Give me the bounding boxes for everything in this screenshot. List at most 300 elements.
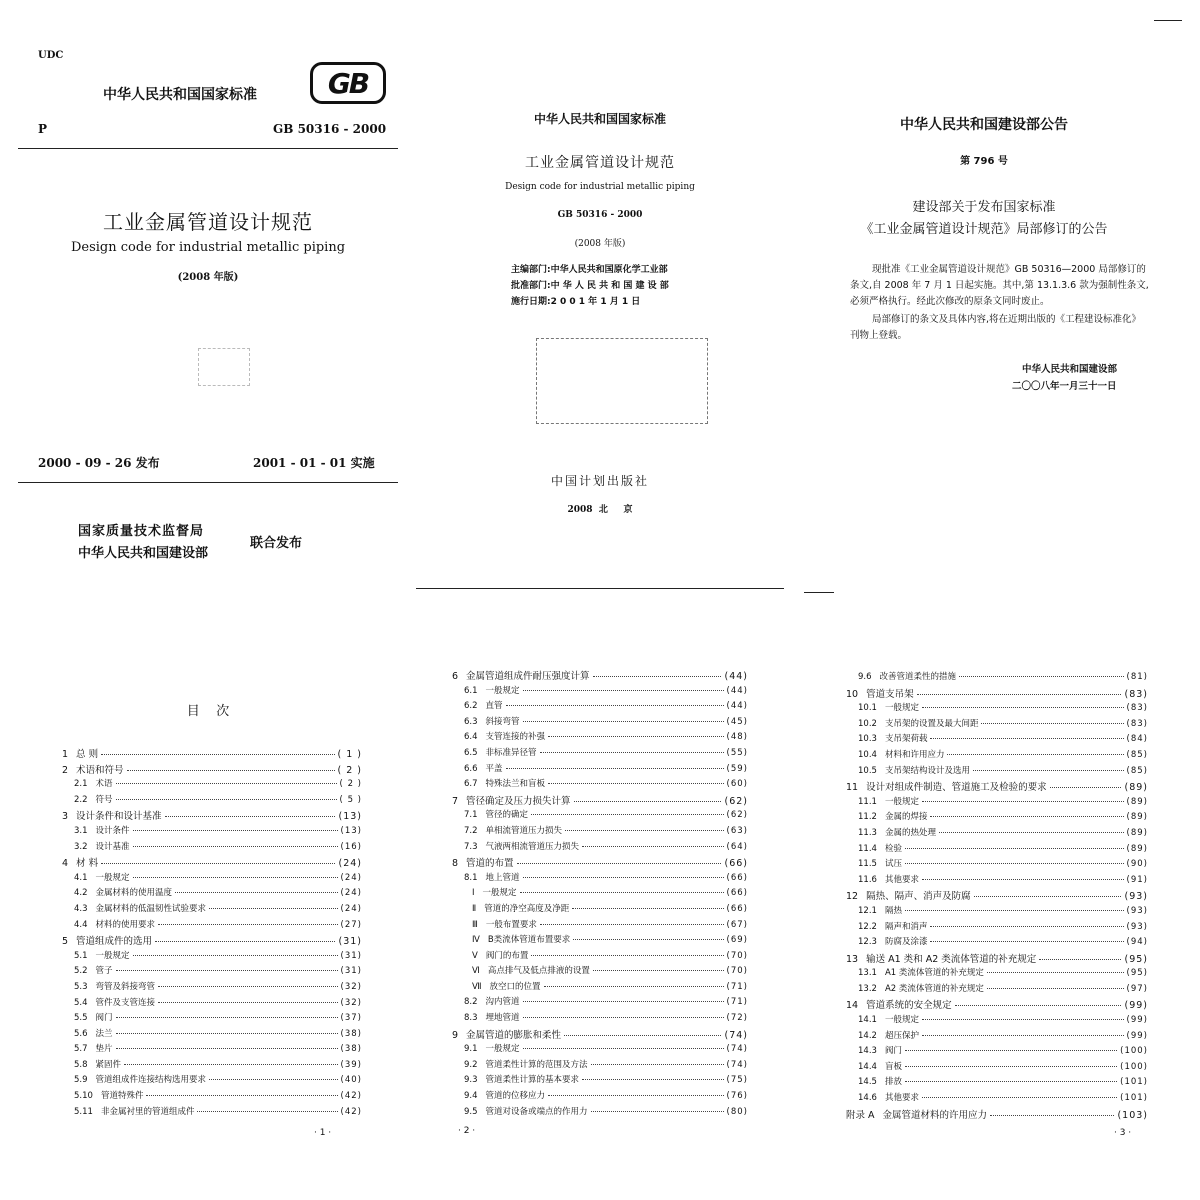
toc-row	[452, 995, 748, 1011]
toc-leader-dots	[548, 736, 724, 737]
cover-page	[18, 18, 398, 598]
toc-leader-dots	[133, 955, 338, 956]
joint-issue-label: 联合发布	[250, 536, 303, 551]
toc-row	[452, 824, 748, 840]
toc-page-1	[18, 618, 398, 1178]
toc-leader-dots	[574, 801, 722, 802]
toc-entry-number: 2	[62, 764, 69, 776]
toc-page-2	[416, 618, 784, 1178]
toc-leader-dots	[573, 939, 723, 940]
toc-heading: 目 次	[186, 704, 230, 719]
toc-entry-title: 管道特殊件	[100, 1091, 144, 1102]
toc-row	[62, 746, 362, 762]
toc-entry-title: 防腐及涂漆	[884, 937, 928, 948]
toc-entry-number: 10.2	[858, 718, 877, 729]
announcement-page	[804, 18, 1182, 598]
tp-pub-year: 2008 北 京	[567, 505, 633, 515]
toc-entry-number: 5.9	[74, 1075, 88, 1086]
toc-entry-title: 管径的确定	[485, 810, 529, 821]
toc-entry-number: 9.2	[464, 1059, 478, 1070]
toc-row	[846, 888, 1148, 904]
toc-entry-title: 管径确定及压力损失计算	[466, 795, 571, 807]
toc-row	[452, 777, 748, 793]
toc-entry-page: (31)	[338, 936, 362, 948]
page-number-3: · 3 ·	[1114, 1128, 1132, 1138]
toc-entry-number: 4.1	[74, 872, 88, 883]
ann-subject-1: 建设部关于发布国家标准	[912, 200, 1056, 215]
toc-leader-dots	[523, 1048, 724, 1049]
toc-leader-dots	[133, 877, 338, 878]
toc-leader-dots	[922, 707, 1124, 708]
toc-entry-title: 金属管道材料的许用应力	[882, 1109, 988, 1121]
toc-entry-title: 斜接弯管	[485, 716, 520, 727]
toc-entry-page: (55)	[726, 747, 748, 758]
toc-row	[846, 1075, 1148, 1091]
title-cn: 工业金属管道设计规范	[103, 210, 313, 234]
toc-leader-dots	[591, 1111, 724, 1112]
gb-logo: GB	[310, 62, 386, 104]
toc-leader-dots	[582, 846, 724, 847]
toc-leader-dots	[523, 877, 724, 878]
toc-entry-page: (31)	[340, 966, 362, 977]
toc-entry-title: 其他要求	[884, 874, 919, 885]
toc-leader-dots	[905, 863, 1124, 864]
toc-leader-dots	[947, 754, 1123, 755]
toc-entry-number: 2.1	[74, 779, 88, 790]
toc-entry-number: 5.10	[74, 1091, 93, 1102]
toc-row	[62, 777, 362, 793]
toc-leader-dots	[905, 1081, 1117, 1082]
toc-entry-title: 非标准异径管	[485, 747, 537, 758]
toc-row	[62, 840, 362, 856]
toc-list-3	[846, 670, 1148, 1122]
toc-entry-title: 材料的使用要求	[95, 919, 156, 930]
toc-entry-page: (71)	[726, 981, 748, 992]
tp-edition: (2008 年版)	[574, 239, 626, 249]
toc-entry-number: 13.1	[858, 968, 877, 979]
toc-row	[62, 980, 362, 996]
toc-entry-page: (48)	[726, 732, 748, 743]
toc-entry-title: 管子	[95, 966, 113, 977]
toc-entry-title: 特殊法兰和盲板	[485, 779, 546, 790]
toc-leader-dots	[564, 1035, 721, 1036]
toc-entry-title: 一般规定	[884, 1015, 919, 1026]
toc-leader-dots	[544, 986, 724, 987]
toc-entry-page: (44)	[726, 701, 748, 712]
toc-leader-dots	[591, 1064, 724, 1065]
toc-entry-page: (100)	[1120, 1046, 1148, 1057]
toc-row	[62, 949, 362, 965]
toc-row	[846, 951, 1148, 967]
toc-entry-number: 14.5	[858, 1077, 877, 1088]
toc-entry-page: (85)	[1126, 749, 1148, 760]
toc-entry-title: 检验	[884, 843, 902, 854]
toc-leader-dots	[158, 1002, 338, 1003]
toc-entry-number: 1	[62, 749, 69, 760]
toc-entry-number: 9.5	[464, 1106, 478, 1117]
toc-entry-number: 6.6	[464, 763, 478, 774]
toc-entry-number: 3.2	[74, 841, 88, 852]
toc-entry-title: 垫片	[95, 1044, 113, 1055]
effective-date: 2001 - 01 - 01 实施	[253, 456, 375, 470]
toc-entry-title: 隔热	[884, 905, 902, 916]
toc-entry-number: 5.8	[74, 1059, 88, 1070]
toc-entry-page: (40)	[340, 1075, 362, 1086]
toc-entry-number: 14	[846, 1000, 859, 1012]
toc-entry-page: (81)	[1126, 672, 1148, 682]
toc-leader-dots	[974, 896, 1122, 897]
toc-row	[452, 1058, 748, 1074]
toc-entry-title: 盲板	[884, 1061, 902, 1072]
toc-leader-dots	[922, 1097, 1117, 1098]
toc-entry-title: 单相流管道压力损失	[485, 825, 563, 836]
toc-row	[846, 904, 1148, 920]
toc-entry-number: Ⅰ	[472, 888, 475, 899]
toc-entry-page: (42)	[340, 1091, 362, 1102]
toc-entry-page: ( 1 )	[337, 749, 362, 760]
toc-entry-title: 总 则	[76, 749, 99, 760]
toc-leader-dots	[158, 924, 338, 925]
toc-entry-title: 金属的焊接	[884, 812, 928, 823]
toc-entry-number: 14.2	[858, 1030, 877, 1041]
toc-leader-dots	[209, 908, 338, 909]
toc-entry-title: 管道的净空高度及净距	[484, 903, 570, 914]
toc-row	[62, 1073, 362, 1089]
toc-entry-number: 9.4	[464, 1091, 478, 1102]
toc-entry-number: 8.2	[464, 997, 478, 1008]
toc-leader-dots	[930, 738, 1123, 739]
toc-entry-number: 4.4	[74, 919, 88, 930]
tp-title-en: Design code for industrial metallic piping	[505, 182, 695, 192]
toc-entry-number: 7.2	[464, 825, 478, 836]
toc-leader-dots	[531, 814, 724, 815]
toc-entry-title: 金属管道的膨胀和柔性	[466, 1029, 562, 1041]
toc-entry-page: (99)	[1126, 1015, 1148, 1026]
toc-row	[62, 793, 362, 809]
toc-entry-number: 5.11	[74, 1106, 93, 1117]
toc-entry-title: 一般规定	[95, 950, 130, 961]
toc-row	[846, 982, 1148, 998]
toc-entry-page: (89)	[1126, 812, 1148, 823]
bottom-rule	[18, 482, 398, 483]
toc-leader-dots	[197, 1111, 337, 1112]
toc-leader-dots	[116, 1017, 338, 1018]
toc-row	[452, 715, 748, 731]
toc-leader-dots	[523, 690, 724, 691]
toc-row	[846, 997, 1148, 1013]
toc-page-3	[804, 618, 1182, 1178]
toc-entry-page: ( 2 )	[339, 779, 362, 790]
ann-signer: 中华人民共和国建设部	[1022, 364, 1118, 375]
toc-entry-title: 一般规定	[482, 888, 517, 899]
toc-entry-number: 5	[62, 936, 69, 948]
toc-entry-page: (63)	[726, 825, 748, 836]
toc-entry-number: 5.3	[74, 981, 88, 992]
toc-entry-page: (99)	[1126, 1030, 1148, 1041]
toc-entry-title: 平盖	[485, 763, 503, 774]
toc-entry-number: 5.4	[74, 997, 88, 1008]
toc-leader-dots	[548, 783, 724, 784]
toc-entry-title: 管道组成件的选用	[76, 936, 153, 948]
toc-leader-dots	[593, 970, 724, 971]
toc-row	[846, 966, 1148, 982]
toc-entry-page: (27)	[340, 919, 362, 930]
toc-entry-page: (37)	[340, 1013, 362, 1024]
toc-entry-page: (89)	[1126, 796, 1148, 807]
toc-entry-page: (100)	[1120, 1061, 1148, 1072]
toc-leader-dots	[520, 892, 724, 893]
toc-entry-page: (93)	[1124, 891, 1148, 903]
toc-leader-dots	[922, 801, 1124, 802]
toc-entry-title: 金属的热处理	[884, 827, 936, 838]
toc-entry-page: (24)	[340, 903, 362, 914]
toc-row	[62, 886, 362, 902]
ann-paragraph-2: 局部修订的条文及具体内容,将在近期出版的《工程建设标准化》刊物上登载。	[850, 314, 1142, 341]
toc-leader-dots	[1050, 787, 1122, 788]
toc-entry-title: 超压保护	[884, 1030, 919, 1041]
toc-leader-dots	[101, 754, 334, 755]
toc-entry-number: 13.2	[858, 983, 877, 994]
toc-row	[452, 902, 748, 918]
toc-entry-page: (24)	[340, 872, 362, 883]
toc-entry-page: (93)	[1126, 905, 1148, 916]
toc-entry-page: (74)	[724, 1029, 748, 1041]
toc-entry-number: Ⅴ	[472, 950, 478, 961]
toc-entry-page: (80)	[726, 1106, 748, 1117]
toc-entry-page: (66)	[724, 858, 748, 870]
toc-entry-page: (70)	[726, 966, 748, 977]
toc-entry-title: 其他要求	[884, 1093, 919, 1104]
toc-row	[846, 1091, 1148, 1107]
toc-row	[452, 933, 748, 949]
toc-leader-dots	[133, 830, 338, 831]
toc-entry-page: (95)	[1126, 968, 1148, 979]
toc-entry-title: 阀门	[95, 1013, 113, 1024]
toc-entry-title: 非金属衬里的管道组成件	[100, 1106, 195, 1117]
title-page	[416, 18, 784, 598]
toc-entry-title: 气液两相流管道压力损失	[485, 841, 580, 852]
toc-entry-page: (44)	[726, 685, 748, 696]
toc-entry-number: 10.4	[858, 749, 877, 760]
toc-entry-page: (64)	[726, 841, 748, 852]
toc-entry-title: 隔声和消声	[884, 921, 928, 932]
toc-entry-number: 5.7	[74, 1044, 88, 1055]
toc-entry-title: 支吊架结构设计及选用	[884, 765, 970, 776]
toc-row	[846, 686, 1148, 702]
toc-leader-dots	[939, 832, 1124, 833]
toc-entry-page: (99)	[1124, 1000, 1148, 1012]
toc-entry-page: (83)	[1124, 688, 1148, 700]
toc-leader-dots	[540, 924, 724, 925]
toc-leader-dots	[116, 799, 337, 800]
toc-entry-number: 11.5	[858, 859, 877, 870]
toc-entry-number: 12	[846, 891, 859, 903]
toc-leader-dots	[905, 848, 1124, 849]
toc-entry-number: 6	[452, 671, 459, 682]
toc-entry-page: (38)	[340, 1028, 362, 1039]
toc-entry-number: 14.6	[858, 1093, 877, 1104]
toc-entry-number: 4	[62, 858, 69, 870]
toc-entry-title: 管道柔性计算的基本要求	[485, 1075, 580, 1086]
toc-row	[62, 1105, 362, 1121]
toc-entry-title: 改善管道柔性的措施	[879, 672, 957, 682]
tp-bottom-rule	[416, 588, 784, 589]
toc-entry-page: (69)	[726, 935, 748, 946]
tp-code: GB 50316 - 2000	[557, 210, 643, 220]
toc-entry-page: (67)	[726, 919, 748, 930]
toc-row	[452, 918, 748, 934]
toc-row	[846, 764, 1148, 780]
toc-entry-number: 3.1	[74, 825, 88, 836]
toc-entry-page: (97)	[1126, 983, 1148, 994]
toc-entry-title: 设计条件和设计基准	[76, 811, 162, 823]
tp-publisher: 中国计划出版社	[550, 474, 649, 488]
toc-leader-dots	[905, 910, 1124, 911]
toc-entry-title: 地上管道	[485, 872, 520, 883]
toc-entry-number: 9.1	[464, 1044, 478, 1055]
toc-entry-title: 金属管道组成件耐压强度计算	[466, 671, 590, 682]
toc-entry-title: 排放	[884, 1077, 902, 1088]
toc-row	[452, 840, 748, 856]
toc-entry-title: 一般规定	[485, 1044, 520, 1055]
toc-row	[62, 902, 362, 918]
toc-leader-dots	[922, 1019, 1124, 1020]
tp-effective: 施行日期:2 0 0 1 年 1 月 1 日	[511, 297, 641, 307]
title-en: Design code for industrial metallic piping	[70, 240, 346, 255]
toc-leader-dots	[1039, 959, 1121, 960]
toc-entry-page: (75)	[726, 1075, 748, 1086]
toc-row	[62, 808, 362, 824]
toc-entry-page: (89)	[1124, 782, 1148, 794]
toc-entry-page: (83)	[1126, 703, 1148, 714]
toc-entry-page: (89)	[1126, 827, 1148, 838]
toc-row	[452, 746, 748, 762]
toc-leader-dots	[540, 752, 724, 753]
toc-entry-number: 6.4	[464, 732, 478, 743]
toc-entry-number: 12.2	[858, 921, 877, 932]
toc-leader-dots	[146, 1095, 337, 1096]
ann-bottom-rule	[804, 592, 834, 593]
toc-entry-number: 8.3	[464, 1013, 478, 1024]
toc-entry-number: 7.1	[464, 810, 478, 821]
toc-entry-number: 2.2	[74, 794, 88, 805]
toc-row	[846, 826, 1148, 842]
toc-entry-title: 支管连接的补强	[485, 732, 546, 743]
toc-row	[846, 795, 1148, 811]
toc-entry-number: 12.3	[858, 937, 877, 948]
toc-entry-number: 14.1	[858, 1015, 877, 1026]
toc-entry-number: 5.5	[74, 1013, 88, 1024]
toc-entry-title: 弯管及斜接弯管	[95, 981, 156, 992]
toc-leader-dots	[531, 955, 723, 956]
tp-approver: 批准部门:中 华 人 民 共 和 国 建 设 部	[511, 281, 669, 291]
toc-entry-number: 11.6	[858, 874, 877, 885]
toc-entry-title: 符号	[95, 794, 113, 805]
toc-row	[452, 964, 748, 980]
toc-entry-number: 6.3	[464, 716, 478, 727]
toc-entry-title: 一般规定	[485, 685, 520, 696]
toc-entry-number: 4.2	[74, 888, 88, 899]
toc-entry-page: (84)	[1126, 734, 1148, 745]
toc-entry-number: 5.1	[74, 950, 88, 961]
toc-row	[62, 933, 362, 949]
toc-entry-page: (90)	[1126, 859, 1148, 870]
toc-row	[846, 810, 1148, 826]
toc-row	[846, 1013, 1148, 1029]
toc-entry-number: 5.6	[74, 1028, 88, 1039]
toc-leader-dots	[922, 1035, 1124, 1036]
toc-row	[452, 871, 748, 887]
toc-entry-title: 放空口的位置	[489, 981, 541, 992]
toc-row	[62, 871, 362, 887]
toc-entry-number: Ⅱ	[472, 903, 477, 914]
toc-entry-number: Ⅳ	[472, 935, 480, 946]
toc-entry-number: 11.3	[858, 827, 877, 838]
toc-row	[846, 920, 1148, 936]
toc-entry-title: 金属材料的低温韧性试验要求	[95, 903, 207, 914]
issue-date: 2000 - 09 - 26 发布	[38, 456, 160, 470]
toc-entry-page: (101)	[1120, 1077, 1148, 1088]
toc-entry-title: 阀门的布置	[485, 950, 529, 961]
toc-entry-number: 11.2	[858, 812, 877, 823]
toc-entry-title: 管道对设备或端点的作用力	[485, 1106, 588, 1117]
toc-row	[62, 1058, 362, 1074]
toc-entry-number: Ⅵ	[472, 966, 480, 977]
toc-entry-title: 材料和许用应力	[884, 749, 945, 760]
toc-row	[62, 1027, 362, 1043]
toc-row	[62, 918, 362, 934]
toc-entry-page: (31)	[340, 950, 362, 961]
toc-leader-dots	[116, 1048, 338, 1049]
toc-row	[62, 855, 362, 871]
toc-entry-page: (60)	[726, 779, 748, 790]
toc-leader-dots	[905, 1050, 1117, 1051]
toc-entry-number: 8.1	[464, 872, 478, 883]
toc-entry-page: (42)	[340, 1106, 362, 1117]
toc-list-2	[452, 668, 748, 1120]
toc-entry-page: (71)	[726, 997, 748, 1008]
toc-row	[846, 935, 1148, 951]
toc-leader-dots	[506, 705, 724, 706]
toc-entry-title: 管道系统的安全规定	[866, 1000, 952, 1012]
toc-leader-dots	[917, 694, 1122, 695]
toc-entry-number: 6.2	[464, 701, 478, 712]
toc-entry-title: 管件及支管连接	[95, 997, 156, 1008]
toc-leader-dots	[165, 816, 336, 817]
toc-leader-dots	[523, 721, 724, 722]
tp-editor: 主编部门:中华人民共和国原化学工业部	[511, 265, 668, 275]
toc-row	[846, 842, 1148, 858]
toc-row	[452, 668, 748, 684]
toc-leader-dots	[209, 1079, 338, 1080]
toc-entry-page: (101)	[1120, 1093, 1148, 1104]
toc-entry-number: 4.3	[74, 903, 88, 914]
toc-row	[846, 717, 1148, 733]
toc-row	[62, 996, 362, 1012]
toc-leader-dots	[565, 830, 724, 831]
toc-entry-page: (91)	[1126, 874, 1148, 885]
toc-entry-page: (24)	[340, 888, 362, 899]
toc-entry-title: 一般规定	[884, 796, 919, 807]
toc-leader-dots	[548, 1095, 724, 1096]
toc-entry-title: 隔热、隔声、消声及防腐	[866, 891, 971, 903]
toc-leader-dots	[930, 941, 1123, 942]
ann-paragraph-1: 现批准《工业金属管道设计规范》GB 50316—2000 局部修订的条文,自 2008 年 7 月 1 日起实施。其中,第 13.1.3.6 款为强制性条文,必须严格执行。经此次修改的原条文同时废止。	[850, 264, 1149, 307]
toc-entry-page: (32)	[340, 981, 362, 992]
toc-entry-page: (45)	[726, 716, 748, 727]
toc-entry-page: (62)	[724, 795, 748, 807]
toc-entry-number: 14.3	[858, 1046, 877, 1057]
